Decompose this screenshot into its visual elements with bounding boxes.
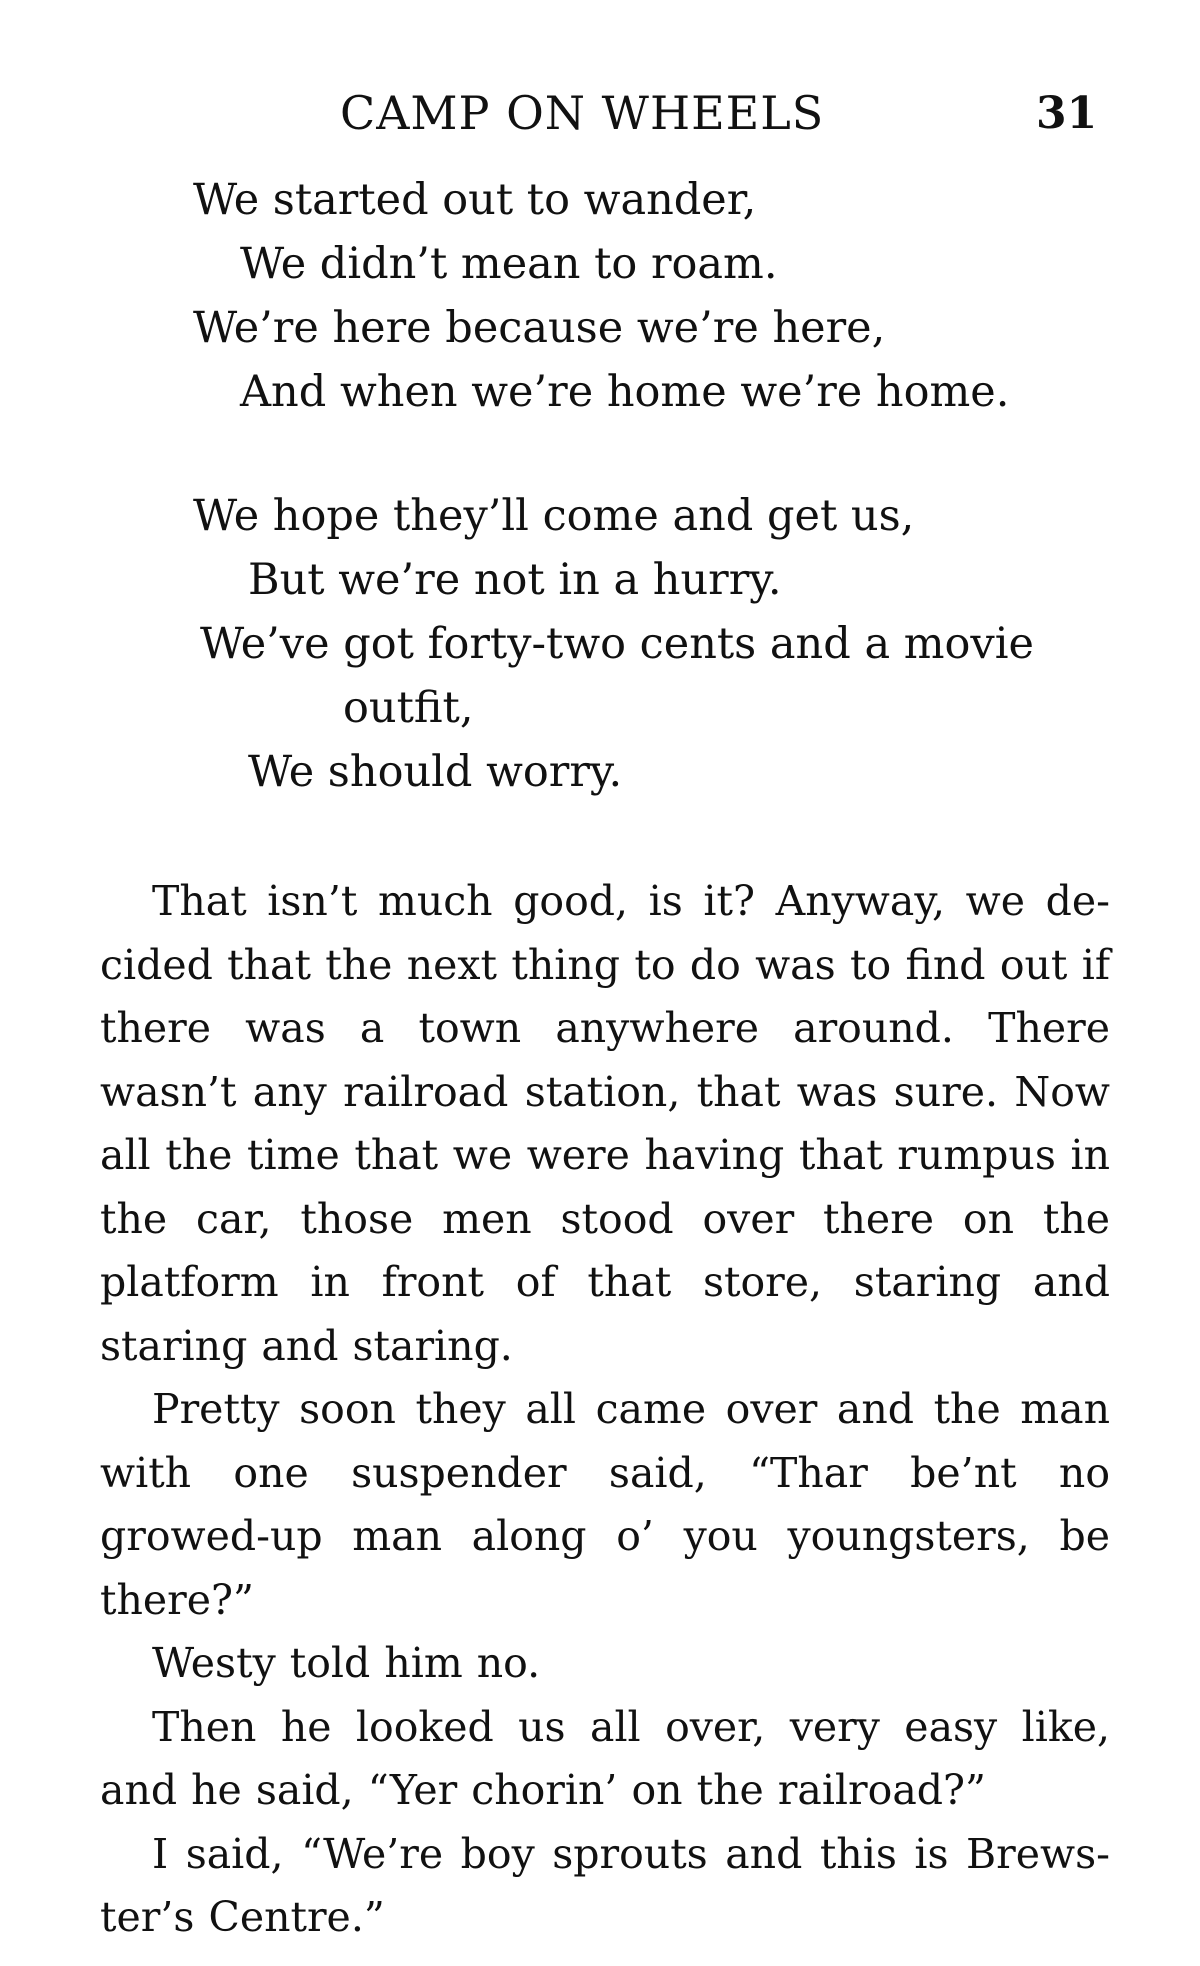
paragraph: Then he looked us all over, very easy like, and he said, “Yer chorin’ on the railroad?” [100, 1702, 1110, 1814]
verse-line: We didn’t mean to roam. [240, 239, 778, 289]
verse-line: We hope they’ll come and get us, [193, 491, 915, 541]
paragraph: I said, “We’re boy sprouts and this is Brewster’s Centre.” [100, 1829, 1110, 1941]
paragraph: Pretty soon they all came over and the man with one suspender said, “Thar be’nt no growed-up man along o’ you youngsters, be there?” [100, 1385, 1110, 1624]
paragraph: That isn’t much good, is it? Anyway, we decided that the next thing to do was to find out if there was a town anywhere around. There wasn’t any railroad station, that was sure. Now all the time that we were having that rumpus in the car, those men stood over there on the platform in front of that store, staring and staring and staring. [100, 877, 1110, 1370]
verse-line: We started out to wander, [193, 175, 757, 225]
paragraph: Westy told him no. [152, 1639, 541, 1687]
verse-line: But we’re not in a hurry. [248, 555, 782, 605]
verse-line: outfit, [343, 683, 474, 733]
running-title: CAMP ON WHEELS [340, 86, 825, 140]
verse-line: We’re here because we’re here, [193, 303, 886, 353]
running-head [0, 86, 1200, 146]
prose-body [100, 870, 1110, 1950]
page-number: 31 [1036, 88, 1098, 139]
verse-line: And when we’re home we’re home. [240, 367, 1010, 417]
verse-line: We’ve got forty-two cents and a movie [200, 619, 1034, 669]
verse-line: We should worry. [248, 747, 623, 797]
